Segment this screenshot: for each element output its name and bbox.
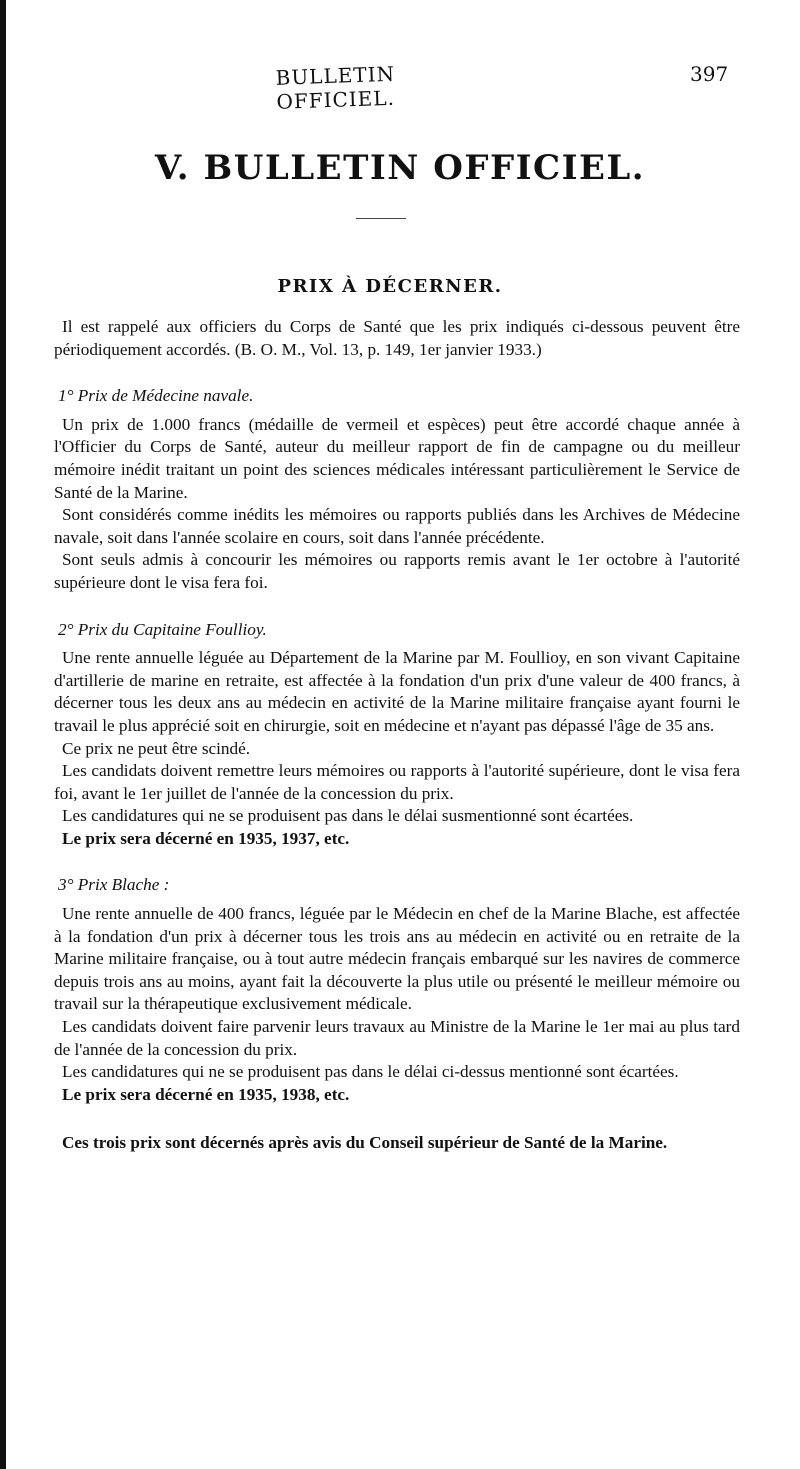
award-years: Le prix sera décerné en 1935, 1938, etc.	[62, 1084, 350, 1104]
paragraph: Les candidats doivent faire parvenir leurs travaux au Ministre de la Marine le 1er mai au plus tard de l'année de la concession du prix.	[54, 1017, 740, 1059]
paragraph: Une rente annuelle léguée au Département de la Marine par M. Foullioy, en son vivant Capitaine d'artillerie de marine en retraite, est affectée à la fondation d'un prix d'une valeur de 400 francs, à décerner tous les deux ans au médecin en activité de la Marine militaire française ayant fourni le travail le plus apprécié soit en chirurgie, soit en médecine et n'ayant pas dépassé l'âge de 35 ans.	[54, 648, 740, 735]
paragraph: Sont considérés comme inédits les mémoires ou rapports publiés dans les Archives de Médecine navale, soit dans l'année scolaire en cours, soit dans l'année précédente.	[54, 505, 740, 547]
section-heading-3: 3° Prix Blache :	[58, 875, 170, 895]
paragraph: Les candidatures qui ne se produisent pas dans le délai ci-dessus mentionné sont écartées.	[62, 1062, 679, 1082]
running-header: BULLETIN OFFICIEL.	[275, 61, 396, 114]
intro-paragraph: Il est rappelé aux officiers du Corps de Santé que les prix indiqués ci-dessous peuvent être périodiquement accordés. (B. O. M., Vol. 13, p. 149, 1er janvier 1933.)	[54, 317, 740, 359]
closing-note: Ces trois prix sont décernés après avis du Conseil supérieur de Santé de la Marine.	[62, 1133, 668, 1153]
section-heading-2: 2° Prix du Capitaine Foullioy.	[58, 619, 267, 639]
paragraph: Les candidatures qui ne se produisent pas dans le délai susmentionné sont écartées.	[62, 806, 634, 826]
paragraph: Sont seuls admis à concourir les mémoires ou rapports remis avant le 1er octobre à l'autorité supérieure dont le visa fera foi.	[54, 550, 740, 592]
title-divider	[356, 218, 406, 219]
paragraph: Les candidats doivent remettre leurs mémoires ou rapports à l'autorité supérieure, dont le visa fera foi, avant le 1er juillet de l'année de la concession du prix.	[54, 761, 740, 803]
page-title: V. BULLETIN OFFICIEL.	[154, 148, 646, 188]
paragraph: Ce prix ne peut être scindé.	[62, 738, 251, 758]
award-years: Le prix sera décerné en 1935, 1937, etc.	[62, 828, 350, 848]
page-number: 397	[690, 62, 729, 86]
section-subtitle: PRIX À DÉCERNER.	[277, 276, 503, 297]
document-body	[54, 316, 740, 1155]
section-heading-1: 1° Prix de Médecine navale.	[58, 386, 254, 406]
scan-border	[0, 0, 6, 1469]
paragraph: Un prix de 1.000 francs (médaille de vermeil et espèces) peut être accordé chaque année à l'Officier du Corps de Santé, auteur du meilleur rapport de fin de campagne ou du meilleur mémoire inédit traitant un point des sciences médicales intéressant particulièrement le Service de Santé de la Marine.	[54, 414, 740, 502]
paragraph: Une rente annuelle de 400 francs, léguée par le Médecin en chef de la Marine Blache, est affectée à la fondation d'un prix à décerner tous les trois ans au médecin en activité ou en retraite de la Marine militaire française, ou à tout autre médecin français embarqué sur les navires de commerce depuis trois ans au moins, ayant fait la découverte la plus utile ou présenté le meilleur mémoire ou travail sur la thérapeutique exclusivement médicale.	[54, 904, 740, 1014]
